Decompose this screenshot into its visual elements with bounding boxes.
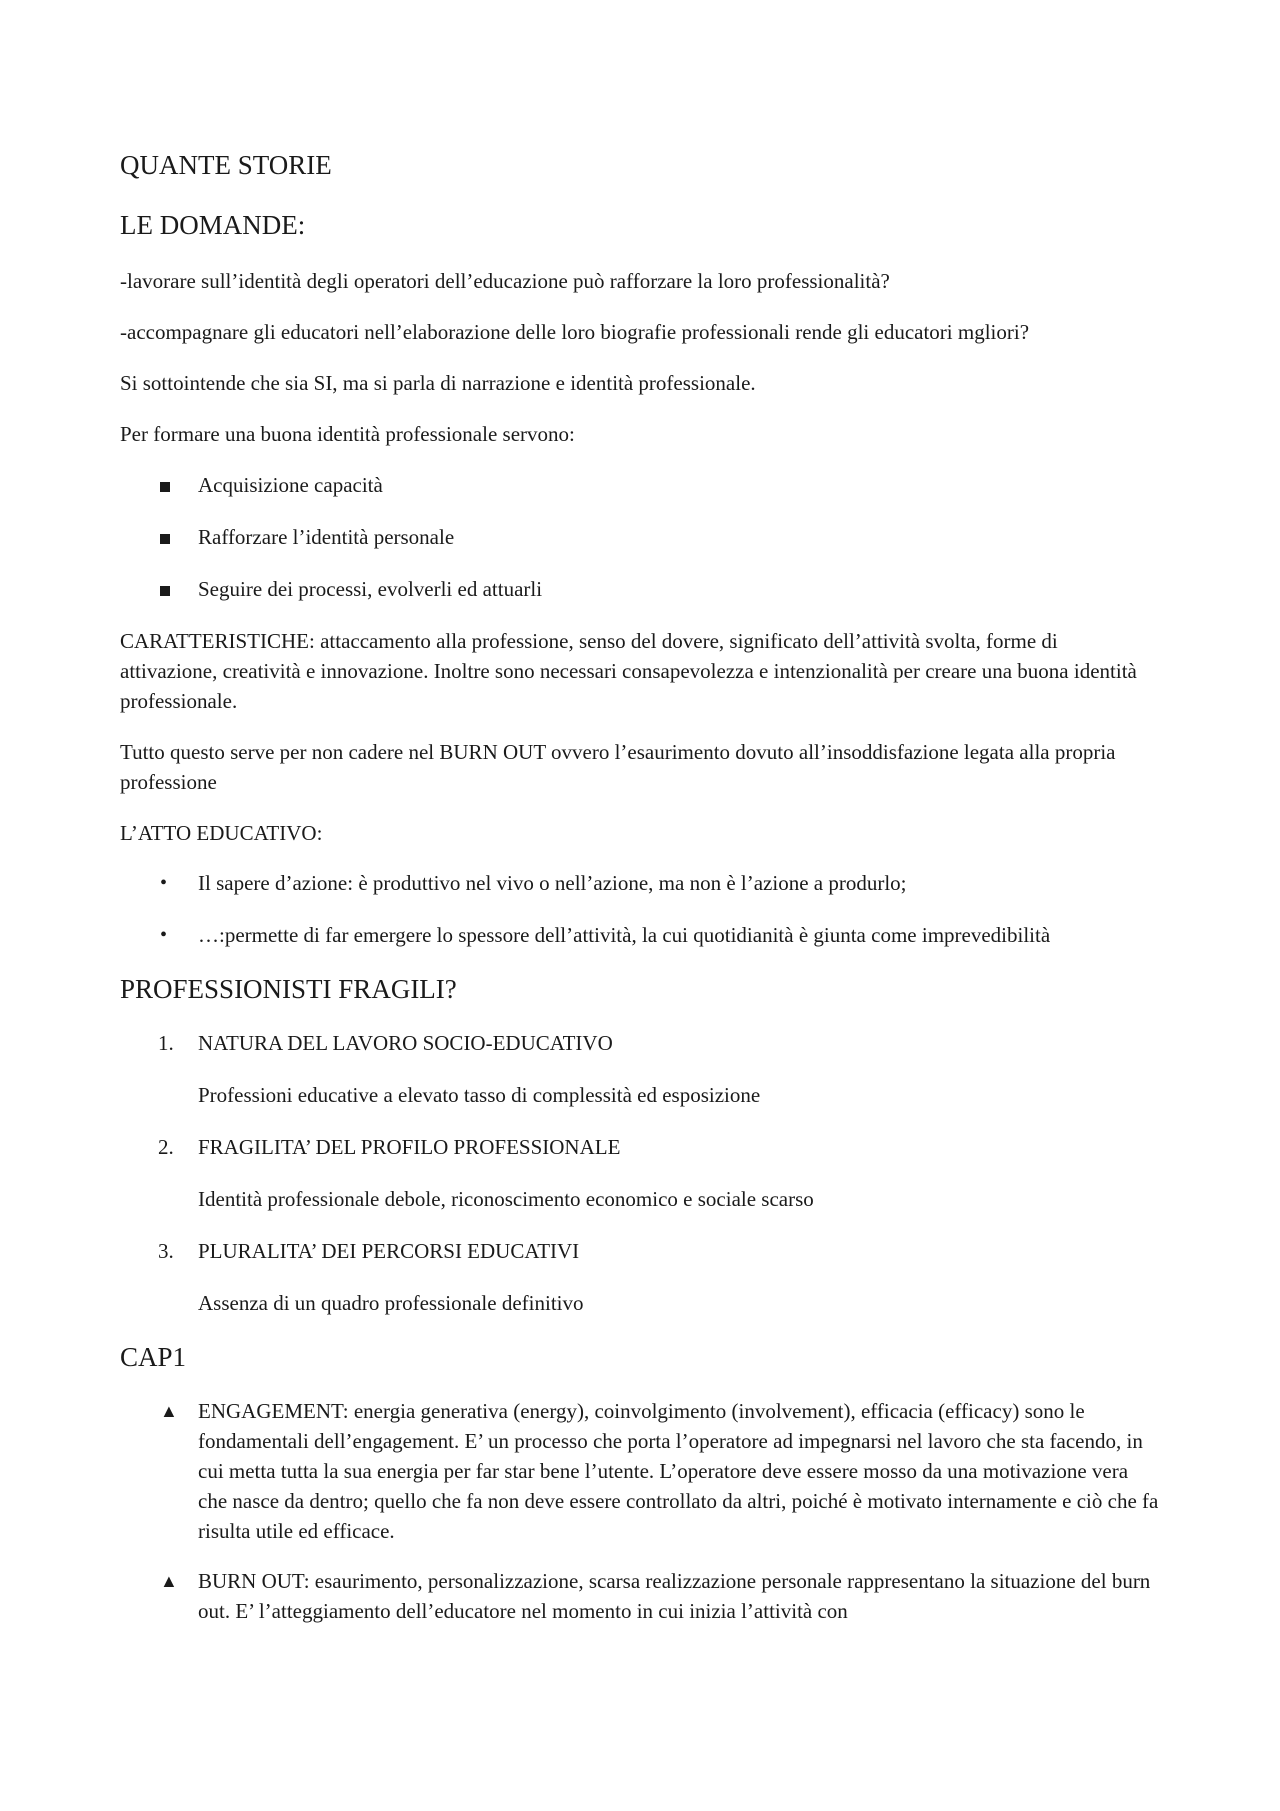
dot-bullet-icon: • (160, 872, 168, 894)
fragili-list-3 (120, 1236, 1160, 1266)
list-item: Seguire dei processi, evolverli ed attuarli (120, 574, 1160, 604)
fragili-list-2 (120, 1132, 1160, 1162)
list-item-description: Identità professionale debole, riconoscimento economico e sociale scarso (198, 1187, 814, 1211)
square-bullet-icon (160, 574, 184, 604)
question-1: -lavorare sull’identità degli operatori dell’educazione può rafforzare la loro professionalità? (120, 269, 890, 293)
list-number: 3. (158, 1239, 174, 1263)
square-bullet-icon (160, 470, 184, 500)
section-heading-atto: L’ATTO EDUCATIVO: (120, 821, 323, 845)
list-item: ▲ ENGAGEMENT: energia generativa (energy), coinvolgimento (involvement), efficacia (efficacy) sono le fondamentali dell’engagement. E’ un processo che porta l’operatore ad impegnarsi nel lavoro che sta facendo, in cui metta tutta la sua energia per far star bene l’utente. L’operatore deve essere mosso da una motivazione vera che nasce da dentro; quello che fa non deve essere controllato da altri, poiché è motivato internamente e ciò che fa risulta utile ed efficace. (120, 1396, 1160, 1546)
list-item: 1. NATURA DEL LAVORO SOCIO-EDUCATIVO (120, 1028, 1160, 1058)
list-item: • Il sapere d’azione: è produttivo nel vivo o nell’azione, ma non è l’azione a produrlo; (120, 868, 1160, 898)
dot-bullet-icon: • (160, 924, 168, 946)
list-item: ▲ BURN OUT: esaurimento, personalizzazione, scarsa realizzazione personale rappresentano la situazione del burn out. E’ l’atteggiamento dell’educatore nel momento in cui inizia l’attività con (120, 1566, 1160, 1626)
paragraph-sottointende: Si sottointende che sia SI, ma si parla di narrazione e identità professionale. (120, 371, 756, 395)
list-number: 2. (158, 1135, 174, 1159)
list-item: 2. FRAGILITA’ DEL PROFILO PROFESSIONALE (120, 1132, 1160, 1162)
paragraph-burnout-note: Tutto questo serve per non cadere nel BURN OUT ovvero l’esaurimento dovuto all’insoddisfazione legata alla propria professione (120, 740, 1116, 794)
paragraph-caratteristiche: CARATTERISTICHE: attaccamento alla professione, senso del dovere, significato dell’attività svolta, forme di attivazione, creatività e innovazione. Inoltre sono necessari consapevolezza e intenzionalità per creare una buona identità professionale. (120, 629, 1137, 713)
list-item-description: Assenza di un quadro professionale definitivo (198, 1291, 584, 1315)
document-page (120, 148, 1160, 1648)
section-heading-cap1: CAP1 (120, 1342, 187, 1372)
section-heading-fragili: PROFESSIONISTI FRAGILI? (120, 974, 457, 1004)
fragili-list (120, 1028, 1160, 1058)
list-item: Acquisizione capacità (120, 470, 1160, 500)
document-title: QUANTE STORIE (120, 150, 332, 180)
list-number: 1. (158, 1031, 174, 1055)
square-bullet-icon (160, 522, 184, 552)
question-2: -accompagnare gli educatori nell’elaborazione delle loro biografie professionali rende gli educatori mgliori? (120, 320, 1030, 344)
triangle-bullet-icon: ▲ (160, 1401, 178, 1421)
cap1-list (120, 1396, 1160, 1626)
section-heading-domande: LE DOMANDE: (120, 210, 306, 240)
list-item: Rafforzare l’identità personale (120, 522, 1160, 552)
paragraph-per-formare: Per formare una buona identità professionale servono: (120, 422, 575, 446)
requirements-list (120, 470, 1160, 604)
list-item: 3. PLURALITA’ DEI PERCORSI EDUCATIVI (120, 1236, 1160, 1266)
atto-list (120, 868, 1160, 950)
list-item: • …:permette di far emergere lo spessore dell’attività, la cui quotidianità è giunta come imprevedibilità (120, 920, 1160, 950)
triangle-bullet-icon: ▲ (160, 1571, 178, 1591)
list-item-description: Professioni educative a elevato tasso di complessità ed esposizione (198, 1083, 761, 1107)
